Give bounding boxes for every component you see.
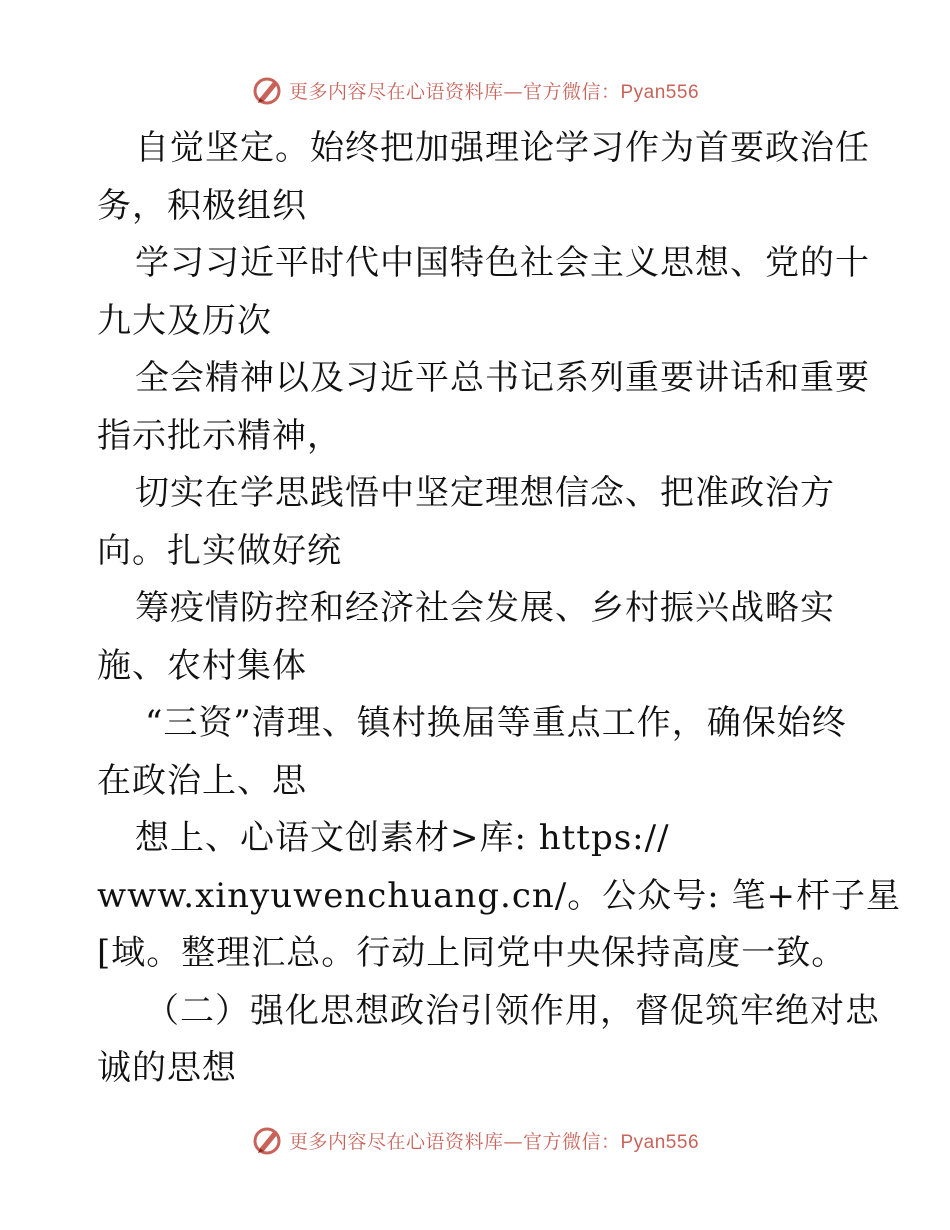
body-line: 学习习近平时代中国特色社会主义思想、党的十 <box>135 243 870 283</box>
watermark-wechat-id: Pyan556 <box>620 81 700 103</box>
document-body <box>97 120 901 1098</box>
body-line: “三资”清理、镇村换届等重点工作，确保始终 <box>145 703 847 743</box>
body-line: 自觉坚定。始终把加强理论学习作为首要政治任 <box>135 128 870 168</box>
body-line: [域。整理汇总。行动上同党中央保持高度一致。 <box>97 933 847 973</box>
body-line: 务，积极组织 <box>97 185 307 226</box>
watermark-text <box>289 77 699 104</box>
watermark-text <box>289 1127 699 1154</box>
body-line: 诚的思想 <box>97 1048 237 1088</box>
pen-logo-icon <box>251 1124 283 1156</box>
body-line: 指示批示精神， <box>97 415 342 456</box>
watermark-label: 更多内容尽在心语资料库—官方微信： <box>288 1130 621 1153</box>
watermark-wechat-id: Pyan556 <box>620 1131 700 1153</box>
body-line: 想上、心语文创素材>库: https:// <box>135 818 670 858</box>
footer-watermark <box>0 1120 950 1160</box>
body-line: 全会精神以及习近平总书记系列重要讲话和重要 <box>135 358 870 398</box>
body-line: 切实在学思践悟中坚定理想信念、把准政治方 <box>135 473 835 513</box>
body-line: 施、农村集体 <box>97 645 307 686</box>
pen-logo-icon <box>251 74 283 106</box>
watermark-label: 更多内容尽在心语资料库—官方微信： <box>288 80 621 103</box>
body-line: （二）强化思想政治引领作用，督促筑牢绝对忠 <box>145 990 880 1031</box>
header-watermark <box>0 70 950 110</box>
body-line: 向。扎实做好统 <box>97 530 342 571</box>
body-line: www.xinyuwenchuang.cn/。公众号: 笔+杆子星 <box>97 875 901 916</box>
body-line: 筹疫情防控和经济社会发展、乡村振兴战略实 <box>135 588 835 628</box>
body-line: 在政治上、思 <box>97 760 307 801</box>
body-line: 九大及历次 <box>97 300 272 341</box>
